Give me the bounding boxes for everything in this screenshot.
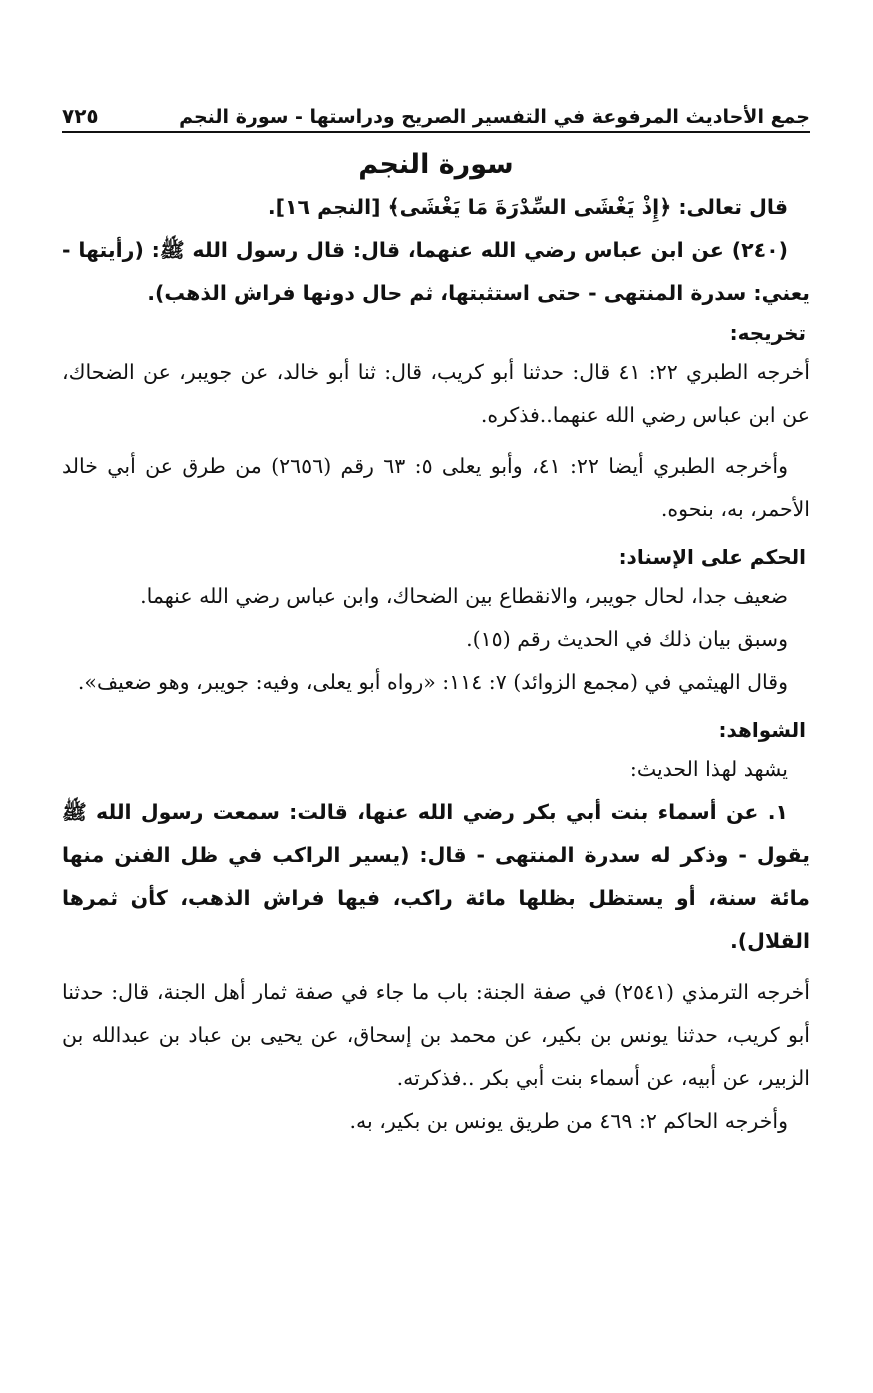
- shawahid-heading: الشواهد:: [718, 718, 806, 742]
- shawahid-intro: يشهد لهذا الحديث:: [629, 757, 788, 781]
- takhrij-paragraph-1: أخرجه الطبري ٢٢: ٤١ قال: حدثنا أبو كريب، قال: ثنا أبو خالد، عن جويبر، عن الضحاك، عن ابن عباس رضي الله عنهما..فذكره.: [62, 360, 810, 427]
- hukm-heading: الحكم على الإسناد:: [618, 545, 806, 569]
- document-page: [62, 104, 810, 1143]
- hukm-paragraph-3: وقال الهيثمي في (مجمع الزوائد) ٧: ١١٤: «رواه أبو يعلى، وفيه: جويبر، وهو ضعيف».: [77, 670, 788, 694]
- page-number: ٧٢٥: [62, 104, 99, 128]
- takhrij-heading: تخريجه:: [729, 321, 806, 345]
- shawahid-paragraph-1: أخرجه الترمذي (٢٥٤١) في صفة الجنة: باب ما جاء في صفة ثمار أهل الجنة، قال: حدثنا أبو كريب، حدثنا يونس بن بكير، عن محمد بن إسحاق، عن يحيى بن عباد بن عبدالله بن الزبير، عن أبيه، عن أسماء بنت أبي بكر ..فذكرته.: [62, 980, 810, 1090]
- running-title: جمع الأحاديث المرفوعة في التفسير الصريح ودراستها - سورة النجم: [179, 106, 810, 128]
- shawahid-paragraph-2: وأخرجه الحاكم ٢: ٤٦٩ من طريق يونس بن بكير، به.: [349, 1109, 788, 1133]
- hukm-paragraph-1: ضعيف جدا، لحال جويبر، والانقطاع بين الضحاك، وابن عباس رضي الله عنهما.: [140, 584, 788, 608]
- hukm-paragraph-2: وسبق بيان ذلك في الحديث رقم (١٥).: [466, 627, 788, 651]
- takhrij-paragraph-2: وأخرجه الطبري أيضا ٢٢: ٤١، وأبو يعلى ٥: ٦٣ رقم (٢٦٥٦) من طرق عن أبي خالد الأحمر، به، بنحوه.: [62, 454, 810, 521]
- surah-title: سورة النجم: [358, 149, 514, 180]
- shawahid-item-1: ١. عن أسماء بنت أبي بكر رضي الله عنها، قالت: سمعت رسول الله ﷺ يقول - وذكر له سدرة المنتهى - قال: (يسير الراكب في ظل الفنن منها مائة سنة، أو يستظل بظلها مائة راكب، فيها فراش الذهب، كأن ثمرها القلال).: [62, 800, 810, 953]
- verse-quote: قال تعالى: ﴿إِذْ يَغْشَى السِّدْرَةَ مَا يَغْشَى﴾ [النجم ١٦].: [267, 195, 788, 219]
- running-header: [62, 104, 810, 133]
- hadith-240: (٢٤٠) عن ابن عباس رضي الله عنهما، قال: قال رسول الله ﷺ: (رأيتها - يعني: سدرة المنتهى - حتى استثبتها، ثم حال دونها فراش الذهب).: [62, 238, 810, 305]
